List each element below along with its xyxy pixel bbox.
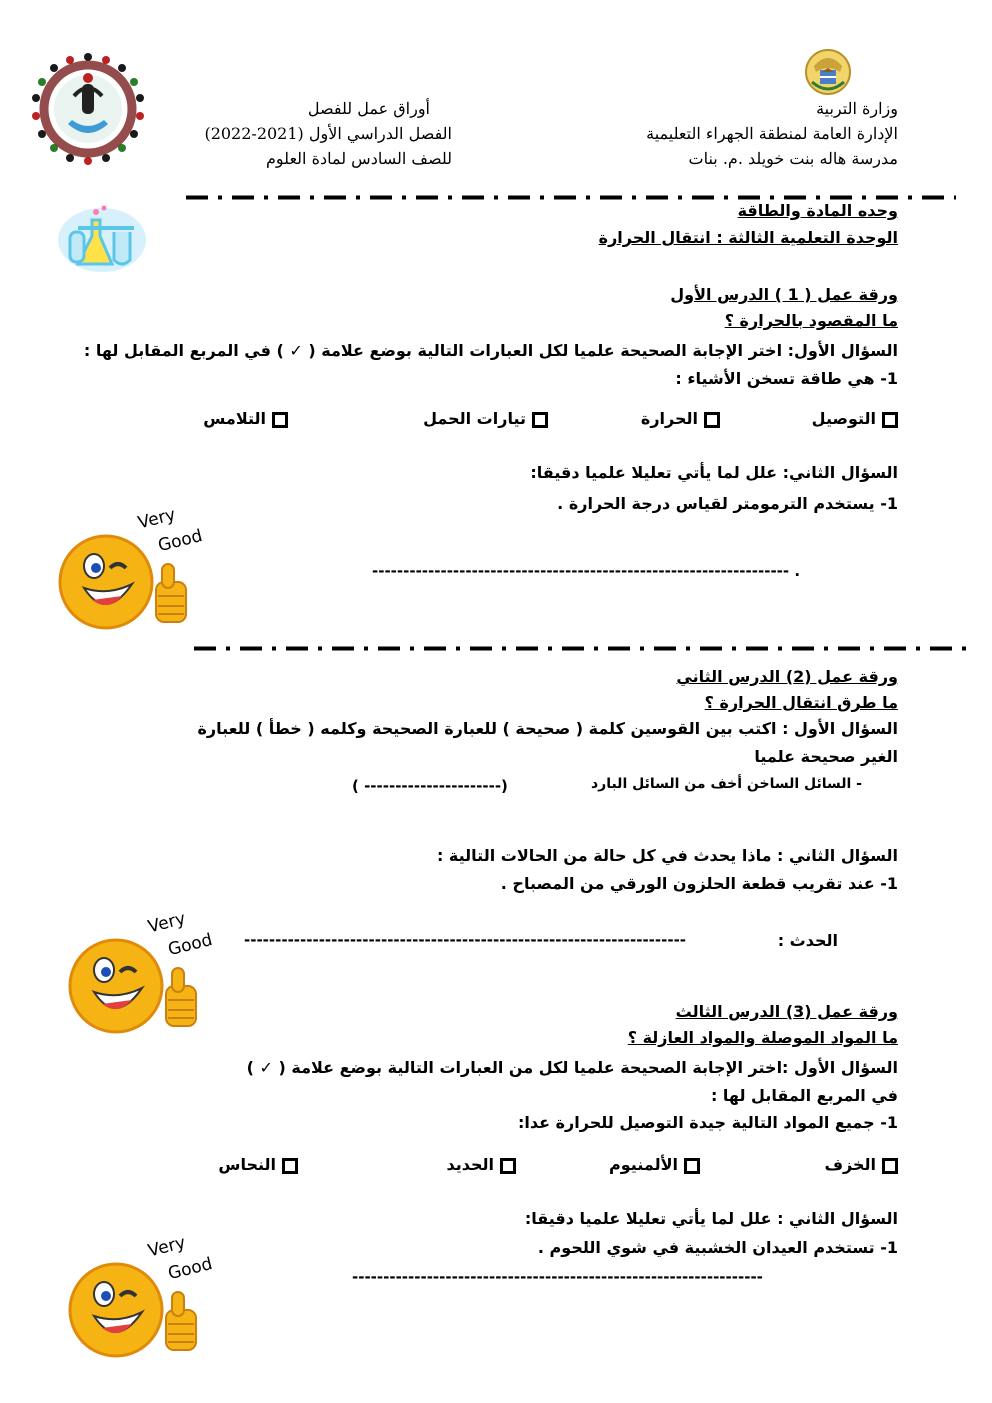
checkbox[interactable]	[882, 1158, 898, 1174]
ws3-question-2-item: 1- تستخدم العيدان الخشبية في شوي اللحوم .	[537, 1238, 898, 1257]
ws3-item-1: 1- جميع المواد التالية جيدة التوصيل للحرارة عدا:	[517, 1113, 898, 1132]
very-good-sticker	[58, 504, 208, 628]
ws3-title: ورقة عمل (3) الدرس الثالث	[675, 1002, 898, 1021]
checkbox[interactable]	[532, 412, 548, 428]
ws2-statement: - السائل الساخن أخف من السائل البارد	[590, 776, 862, 792]
header-right	[568, 96, 898, 171]
ws3-question-1-line2: في المربع المقابل لها :	[710, 1086, 898, 1105]
semester-label: الفصل الدراسي الأول (2021-2022)	[204, 124, 452, 143]
ministry-emblem	[800, 42, 856, 98]
ws3-answer-line[interactable]: ------------------------------------------------------------------	[352, 1268, 763, 1286]
ws2-statement-blank[interactable]: ( ----------------------)	[352, 777, 508, 795]
ws1-question-2: السؤال الثاني: علل لما يأتي تعليلا علميا دقيقا:	[530, 463, 898, 482]
worksheets-title: أوراق عمل للفصل	[307, 99, 430, 118]
ws1-answer-line[interactable]: ------------------------------------------------------------------- .	[372, 562, 801, 580]
ws2-title: ورقة عمل (2) الدرس الثاني	[676, 667, 898, 686]
ws3-option-1[interactable]: الخزف	[824, 1155, 898, 1174]
ws2-question-2: السؤال الثاني : ماذا يحدث في كل حالة من الحالات التالية :	[436, 846, 898, 865]
ws3-question-1-line1: السؤال الأول :اختر الإجابة الصحيحة علميا لكل من العبارات التالية بوضع علامة ( ✓ )	[246, 1058, 898, 1077]
ws1-option-2[interactable]: الحرارة	[641, 409, 720, 428]
school-name: مدرسة هاله بنت خويلد .م. بنات	[688, 149, 898, 168]
ws2-question-2-item: 1- عند تقريب قطعة الحلزون الورقي من المصباح .	[500, 874, 898, 893]
sticker-text-good: Good	[156, 525, 205, 557]
ws2-question-1-line1: السؤال الأول : اكتب بين القوسين كلمة ( صحيحة ) للعبارة الصحيحة وكلمه ( خطأ ) للعبارة	[197, 719, 898, 738]
ws1-option-4[interactable]: التلامس	[203, 409, 288, 428]
section-divider	[186, 185, 956, 190]
ws3-option-4[interactable]: النحاس	[218, 1155, 298, 1174]
sticker-text-good: Good	[166, 929, 215, 961]
checkbox[interactable]	[882, 412, 898, 428]
section-divider	[194, 636, 966, 641]
ministry-name: وزارة التربية	[816, 99, 898, 118]
ws2-topic: ما طرق انتقال الحرارة ؟	[704, 693, 898, 712]
checkbox[interactable]	[272, 412, 288, 428]
ws2-event-label: الحدث :	[777, 931, 838, 950]
grade-subject-label: للصف السادس لمادة العلوم	[265, 149, 452, 168]
ws3-topic: ما المواد الموصلة والمواد العازلة ؟	[627, 1028, 898, 1047]
ws1-title: ورقة عمل ( 1 ) الدرس الأول	[670, 285, 898, 304]
ws1-question-1: السؤال الأول: اختر الإجابة الصحيحة علميا لكل العبارات التالية بوضع علامة ( ✓ ) في المربع المقابل لها :	[83, 341, 898, 360]
directorate-name: الإدارة العامة لمنطقة الجهراء التعليمية	[646, 124, 898, 143]
checkbox[interactable]	[684, 1158, 700, 1174]
ws1-question-2-item: 1- يستخدم الترمومتر لقياس درجة الحرارة .	[557, 494, 898, 513]
very-good-sticker	[68, 908, 218, 1032]
ws1-option-3[interactable]: تيارات الحمل	[423, 409, 548, 428]
very-good-sticker	[68, 1232, 218, 1356]
checkbox[interactable]	[500, 1158, 516, 1174]
header-left	[132, 96, 452, 171]
ws3-question-2: السؤال الثاني : علل لما يأتي تعليلا علميا دقيقا:	[524, 1209, 898, 1228]
ws1-topic: ما المقصود بالحرارة ؟	[724, 311, 898, 330]
ws3-option-2[interactable]: الألمنيوم	[609, 1155, 700, 1174]
sticker-text-very: Very	[146, 908, 188, 938]
ws2-event-line[interactable]: -----------------------------------------------------------------------	[244, 931, 687, 949]
ws2-question-1-line2: الغير صحيحة علميا	[754, 747, 898, 766]
sticker-text-good: Good	[166, 1253, 215, 1285]
ws3-option-3[interactable]: الحديد	[446, 1155, 516, 1174]
ws1-item-1: 1- هي طاقة تسخن الأشياء :	[675, 369, 898, 388]
checkbox[interactable]	[282, 1158, 298, 1174]
sticker-text-very: Very	[146, 1232, 188, 1262]
checkbox[interactable]	[704, 412, 720, 428]
ws1-option-1[interactable]: التوصيل	[812, 409, 898, 428]
sticker-text-very: Very	[136, 504, 178, 534]
unit-title: وحده المادة والطاقة	[737, 201, 898, 220]
unit-subtitle: الوحدة التعلمية الثالثة : انتقال الحرارة	[598, 228, 898, 247]
lab-flasks-icon	[56, 202, 148, 274]
